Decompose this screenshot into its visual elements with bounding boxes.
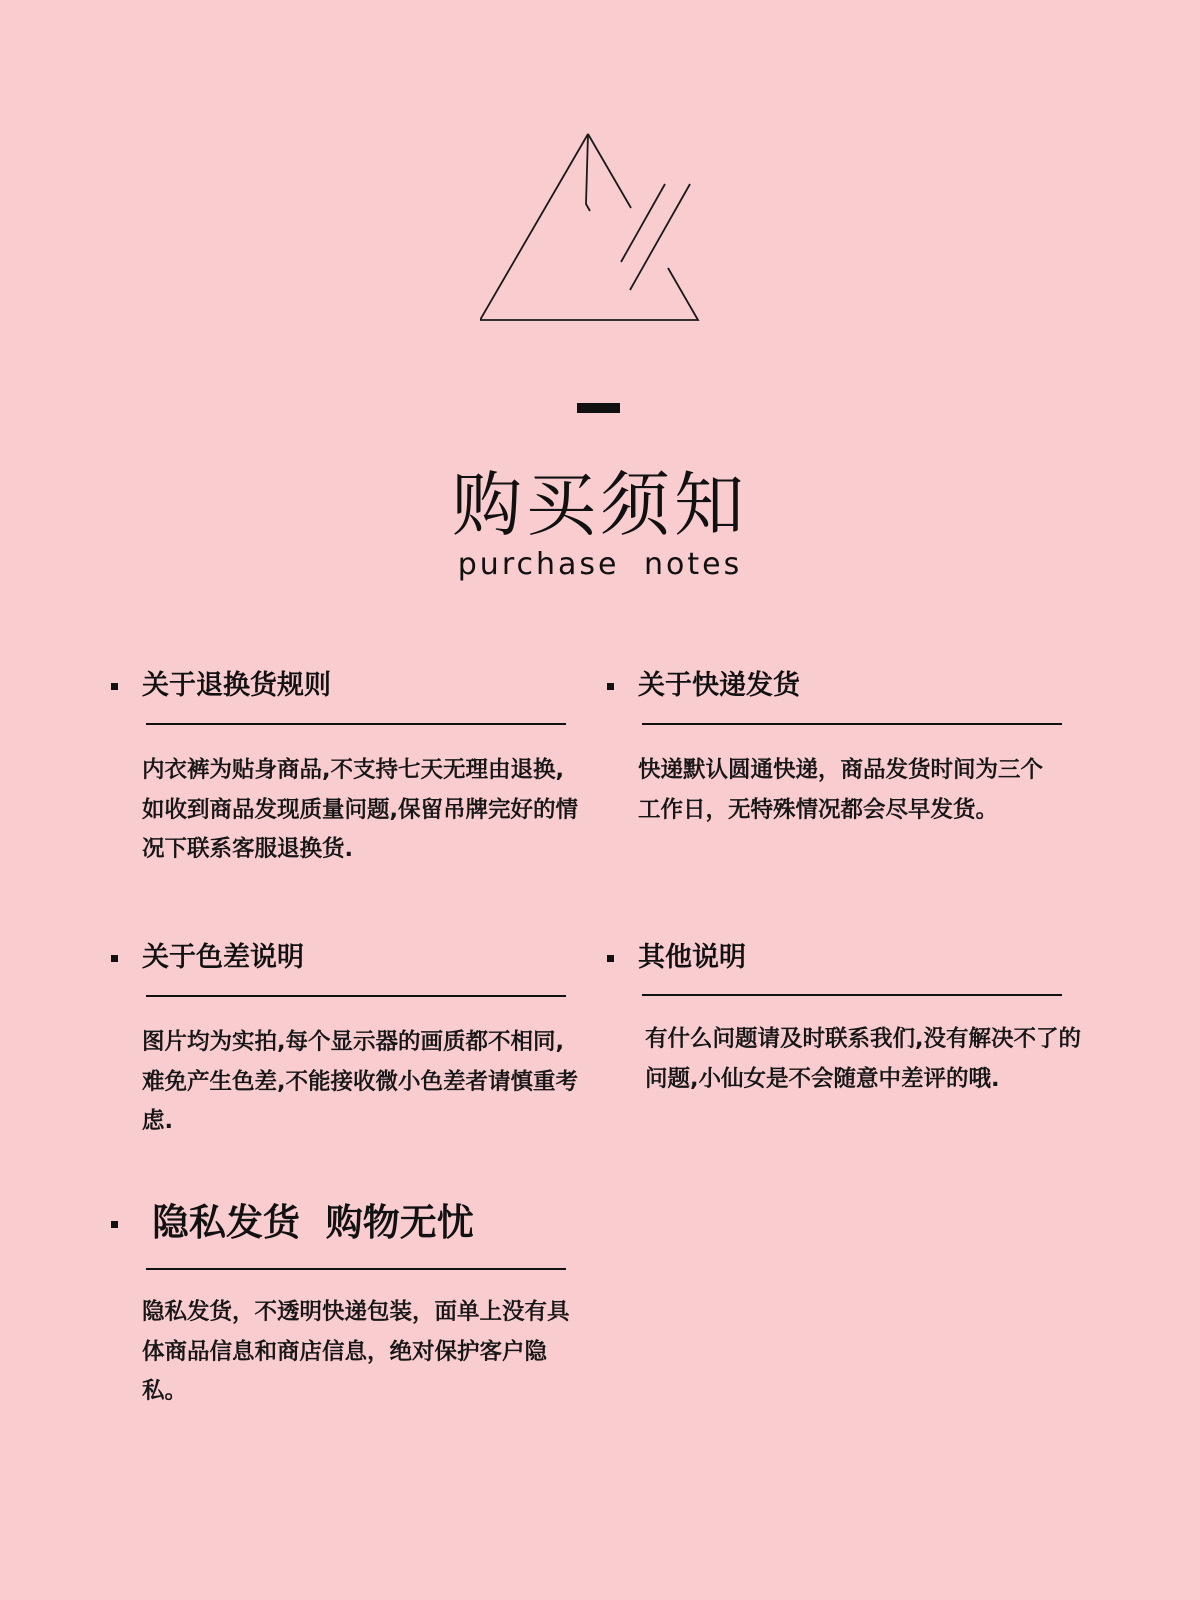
page-subtitle: purchase notes — [457, 547, 743, 582]
section-divider — [642, 723, 1062, 725]
section-heading: 关于快递发货 — [638, 670, 800, 701]
section-divider — [146, 995, 566, 997]
section-body: 图片均为实拍,每个显示器的画质都不相同,难免产生色差,不能接收微小色差者请慎重考虑. — [142, 1029, 579, 1134]
triangle-logo-icon — [480, 130, 720, 335]
page-title: 购买须知 — [452, 464, 748, 546]
bullet-icon — [111, 1221, 118, 1228]
section-body: 快递默认圆通快递，商品发货时间为三个工作日，无特殊情况都会尽早发货。 — [638, 757, 1044, 823]
title-dash-divider — [577, 403, 620, 413]
section-heading: 关于色差说明 — [142, 942, 304, 973]
section-body: 有什么问题请及时联系我们,没有解决不了的问题,小仙女是不会随意中差评的哦. — [645, 1026, 1082, 1092]
section-heading: 关于退换货规则 — [142, 670, 331, 701]
bullet-icon — [607, 683, 614, 690]
bullet-icon — [111, 683, 118, 690]
section-divider — [146, 723, 566, 725]
section-heading: 隐私发货 购物无忧 — [152, 1201, 474, 1244]
section-divider — [642, 994, 1062, 996]
section-divider — [146, 1268, 566, 1270]
bullet-icon — [607, 955, 614, 962]
section-body: 内衣裤为贴身商品,不支持七天无理由退换,如收到商品发现质量问题,保留吊牌完好的情况下联系客服退换货. — [142, 757, 579, 862]
section-body: 隐私发货，不透明快递包装，面单上没有具体商品信息和商店信息，绝对保护客户隐私。 — [142, 1299, 570, 1404]
section-heading: 其他说明 — [638, 942, 746, 973]
bullet-icon — [111, 955, 118, 962]
